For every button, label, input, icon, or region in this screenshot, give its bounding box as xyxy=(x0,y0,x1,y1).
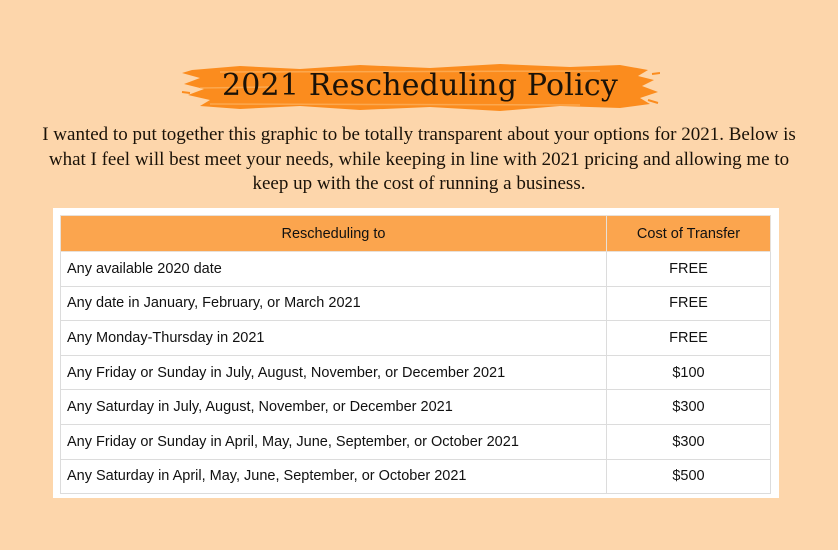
table-row xyxy=(61,424,771,459)
table-row xyxy=(61,390,771,425)
row-cost: FREE xyxy=(607,286,771,321)
page-title: 2021 Rescheduling Policy xyxy=(221,68,619,103)
row-cost: $300 xyxy=(607,390,771,425)
table-row xyxy=(61,321,771,356)
row-option: Any date in January, February, or March 2021 xyxy=(61,286,607,321)
rescheduling-table xyxy=(60,215,771,494)
row-cost: FREE xyxy=(607,252,771,287)
table-row xyxy=(61,286,771,321)
policy-table-card xyxy=(53,208,779,498)
table-row xyxy=(61,252,771,287)
title-banner xyxy=(180,62,660,114)
intro-paragraph: I wanted to put together this graphic to be totally transparent about your options for 2021. Below is what I feel will best meet your needs, while keeping in line with 2021 pricing and allowing me to keep up with the cost of running a business. xyxy=(42,124,796,194)
table-header-row xyxy=(61,216,771,252)
row-cost: FREE xyxy=(607,321,771,356)
row-option: Any Saturday in July, August, November, or December 2021 xyxy=(61,390,607,425)
row-option: Any Friday or Sunday in April, May, June, September, or October 2021 xyxy=(61,424,607,459)
row-cost: $300 xyxy=(607,424,771,459)
row-cost: $100 xyxy=(607,355,771,390)
header-cost-of-transfer: Cost of Transfer xyxy=(607,216,771,252)
row-option: Any available 2020 date xyxy=(61,252,607,287)
row-option: Any Saturday in April, May, June, September, or October 2021 xyxy=(61,459,607,494)
table-row xyxy=(61,459,771,494)
row-option: Any Friday or Sunday in July, August, November, or December 2021 xyxy=(61,355,607,390)
table-row xyxy=(61,355,771,390)
header-rescheduling-to: Rescheduling to xyxy=(61,216,607,252)
row-cost: $500 xyxy=(607,459,771,494)
row-option: Any Monday-Thursday in 2021 xyxy=(61,321,607,356)
